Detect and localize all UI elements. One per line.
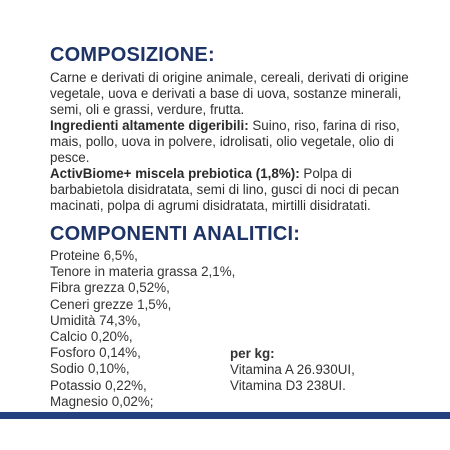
- per-kg-heading: per kg:: [230, 346, 275, 361]
- analytic-item-magnesium: Magnesio 0,02%;: [50, 393, 154, 409]
- digestible-ingredients-label: Ingredienti altamente digeribili:: [50, 118, 249, 133]
- composition-paragraph-2: [50, 118, 410, 166]
- analytic-item-sodium: Sodio 0,10%,: [50, 361, 130, 377]
- vitamin-d3-item: Vitamina D3 238UI.: [230, 378, 346, 394]
- composition-paragraph-3: [50, 166, 410, 214]
- prebiotic-blend-label: ActivBiome+ miscela prebiotica (1,8%):: [50, 166, 300, 181]
- analytic-item-moisture: Umidità 74,3%,: [50, 312, 141, 328]
- analytic-item-phosphorus: Fosforo 0,14%,: [50, 345, 141, 361]
- analytic-item-fat: Tenore in materia grassa 2,1%,: [50, 264, 236, 280]
- per-kg-list: [230, 346, 355, 395]
- bottom-band: [0, 412, 450, 419]
- composition-text: [50, 70, 410, 214]
- analytic-item-protein: Proteine 6,5%,: [50, 248, 138, 263]
- analytics-title: COMPONENTI ANALITICI:: [50, 223, 301, 245]
- analytic-item-potassium: Potassio 0,22%,: [50, 377, 147, 393]
- analytic-item-calcium: Calcio 0,20%,: [50, 329, 133, 345]
- composition-title: COMPOSIZIONE:: [50, 44, 215, 66]
- composition-paragraph-1-text: Carne e derivati di origine animale, cereali, derivati di origine vegetale, uova e derivati a base di uova, sostanze minerali, semi, oli e grassi, verdure, frutta.: [50, 70, 409, 117]
- analytic-item-ash: Ceneri grezze 1,5%,: [50, 296, 172, 312]
- vitamin-a-item: Vitamina A 26.930UI,: [230, 362, 355, 378]
- prebiotic-blend-text: Polpa di barbabietola disidratata, semi di lino, gusci di noci di pecan macinati, polpa di agrumi disidratata, mirtilli disidratati.: [50, 166, 400, 213]
- composition-paragraph-1: [50, 70, 410, 118]
- analytics-list: [50, 248, 235, 410]
- analytic-item-fibre: Fibra grezza 0,52%,: [50, 280, 170, 296]
- digestible-ingredients-text: Suino, riso, farina di riso, mais, pollo, uova in polvere, idrolisati, olio vegetale, olio di pesce.: [50, 118, 400, 165]
